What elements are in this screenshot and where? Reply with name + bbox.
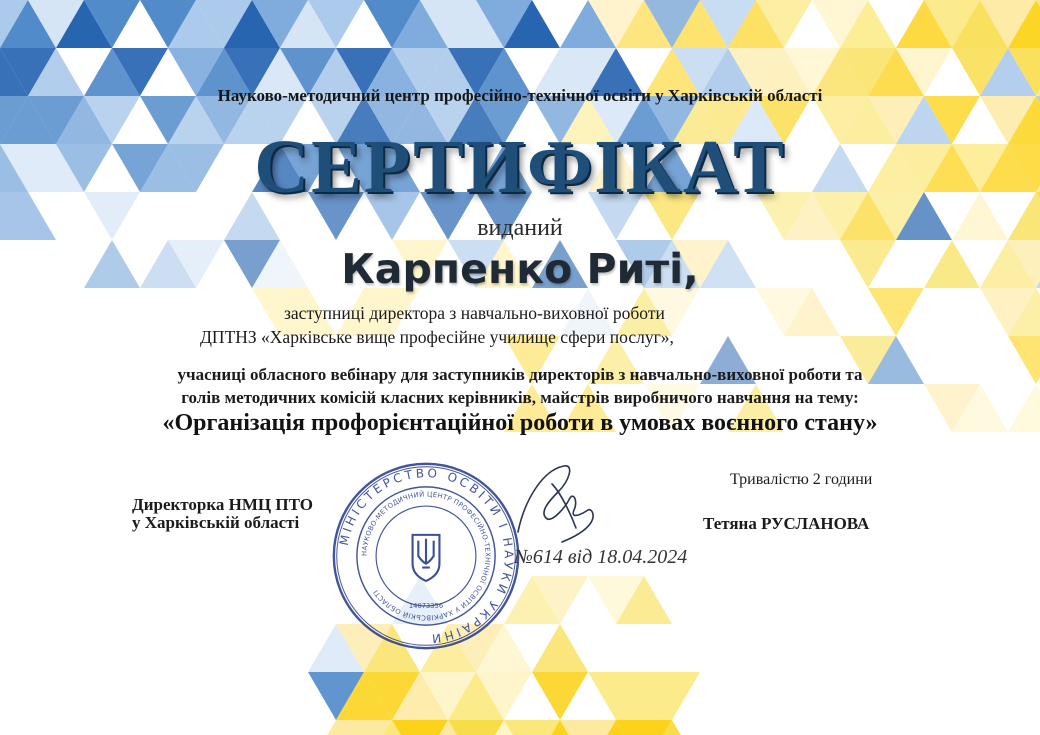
trident-icon xyxy=(413,535,440,581)
svg-text:НАУКОВО-МЕТОДИЧНИЙ ЦЕНТР ПРОФЕ: НАУКОВО-МЕТОДИЧНИЙ ЦЕНТР ПРОФЕСІЙНО-ТЕХНІЧНОЇ ОСВІТИ У ХАРКІВСЬКІЙ ОБЛАСТІ xyxy=(360,490,492,622)
participation-text-line2: голів методичних комісій класних керівників, майстрів виробничого навчання на тему: xyxy=(181,388,859,407)
recipient-position: заступниці директора з навчально-виховної роботи xyxy=(284,303,665,323)
svg-text:14073356: 14073356 xyxy=(408,601,444,610)
recipient-name: Карпенко Риті, xyxy=(341,245,699,293)
certificate-title: СЕРТИФІКАТ xyxy=(254,125,786,209)
duration-text: Тривалістю 2 години xyxy=(730,471,873,488)
official-seal xyxy=(330,460,522,652)
director-title-line1: Директорка НМЦ ПТО xyxy=(132,495,313,514)
svg-text:МІНІСТЕРСТВО ОСВІТИ І НАУКИ УК: МІНІСТЕРСТВО ОСВІТИ І НАУКИ УКРАЇНИ xyxy=(336,466,516,646)
signer-name: Тетяна РУСЛАНОВА xyxy=(703,514,870,533)
issued-label: виданий xyxy=(477,215,563,241)
recipient-institution: ДПТНЗ «Харківське вище професійне училище сфери послуг», xyxy=(200,327,674,347)
webinar-topic: «Організація профорієнтаційної роботи в умовах воєнного стану» xyxy=(162,410,878,436)
signature xyxy=(512,462,604,548)
issuing-organization: Науково-методичний центр професійно-технічної освіти у Харківській області xyxy=(217,86,823,105)
certificate-number: №614 від 18.04.2024 xyxy=(514,546,688,568)
director-title-line2: у Харківській області xyxy=(132,513,300,532)
participation-text-line1: учасниці обласного вебінару для заступників директорів з навчально-виховної роботи та xyxy=(177,365,863,384)
